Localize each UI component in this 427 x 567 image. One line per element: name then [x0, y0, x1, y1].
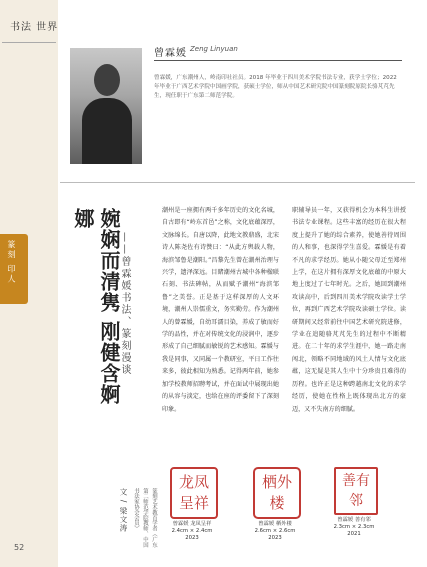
seal-impression-3: 善有邻	[334, 467, 378, 515]
byline-detail: 篆刻艺术教育学者（广东第二师范学院教师、中国书法家协会会员）	[133, 488, 157, 548]
seal-caption-year: 2023	[185, 535, 199, 541]
seal-caption-author: 曾霖媛	[258, 521, 275, 527]
seal-caption-size: 2.3cm × 2.3cm	[333, 524, 375, 530]
logo-rule	[2, 42, 56, 43]
author-bio: 曾霖媛，广东潮州人，岭南印社社员。2018 年毕业于四川美术学院书法专业，获学士学位；2022 年毕业于广西艺术学院中国画学院，获硕士学位，师从中国艺术研究院中国篆刻院原院长骆芃芃先生，现任职于广东第二师范学院。	[154, 75, 397, 99]
author-photo-head	[94, 64, 120, 96]
seal-caption-size: 2.4cm × 2.4cm	[171, 528, 213, 534]
author-photo-body	[82, 98, 132, 164]
seal-caption-3	[319, 517, 389, 538]
author-name-english: Zeng Linyuan	[190, 45, 238, 53]
seal-impression-2: 栖外楼	[253, 467, 301, 519]
seal-caption-author: 曾霖媛	[172, 521, 189, 527]
page-number: 52	[14, 543, 25, 552]
section-label: 篆刻 印人	[7, 240, 16, 285]
seal-caption-size: 2.6cm × 2.6cm	[254, 528, 296, 534]
seal-caption-author: 曾霖媛	[337, 517, 354, 523]
seal-impression-1: 龙凤呈祥	[170, 467, 218, 519]
seal-caption-title: 龙凤呈祥	[190, 521, 212, 527]
author-name: 曾霖媛	[154, 48, 187, 59]
seal-caption-year: 2021	[347, 531, 361, 537]
section-divider	[60, 182, 415, 183]
article-column-1: 潮州是一座拥有两千多年历史的文化名城，自古即有“岭东首邑”之称，文化底蕴深厚，文脉绵长。自唐以降，此地文教鼎盛，北宋诗人陈尧佐有诗赞曰：“从此方舆载人物，海滨邹鲁是潮阳。”昌黎先生曾在潮州治理与兴学，遗泽深远。目睹潮州古城中各种楹联石刻、书法碑帖，从而赋予潮州“海滨邹鲁”之美誉。正是基于这样深厚的人文环境，潮州人崇儒重文，务实勤劳。作为潮州人的曾霖媛，自幼耳濡目染，养成了敏而好学的品性，并在对传统文化的浸润中，逐步形成了自己细腻而敏锐的艺术感知。霖媛与我是同事，又同属一个教研室，平日工作往来多，彼此相知为熟悉。记得两年前，她参加学校教师招聘考试，并在面试中展现出她的从容与淡定，也给在座的评委留下了深刻印象。	[162, 207, 279, 413]
byline: 文 / 梁文涛	[119, 488, 128, 533]
article-column-2: 职辅导员一年，又获得机会为本科生讲授书法专业课程。这些丰富的经历在很大程度上提升了她的综合素养，使她善待周围的人和事，也深得学生喜爱。霖媛是有着不凡的求学经历。她从小随父母迁至郑州上学，在这片拥有深厚文化底蕴的中原大地上度过了七年时光。之后，她回到潮州攻读高中，后到四川美术学院攻读学士学位，再到广西艺术学院攻读硕士学位。读研期间又经常前往中国艺术研究院进修，学业在追随骆芃芃先生的过程中不断精进。在二十年的求学生涯中，她一路走南闯北，领略不同地域的风土人情与文化底蕴，这无疑是其人生中十分珍贵且难得的历程。也许正是这种跨越南北文化的求学经历，使她在性格上既体现出北方的豪迈，又不失南方的细腻。	[292, 207, 406, 413]
seal-caption-year: 2023	[268, 535, 282, 541]
seal-caption-2	[240, 521, 310, 542]
seal-caption-1	[157, 521, 227, 542]
author-rule	[154, 60, 402, 61]
article-subtitle: ——曾霖媛书法、篆刻漫谈	[119, 232, 130, 376]
seal-caption-title: 善有邻	[354, 517, 371, 523]
article-title: 婉娴而清隽 刚健含婀娜	[71, 208, 121, 405]
magazine-logo: 书法 世界	[10, 22, 59, 33]
seal-caption-title: 栖外楼	[275, 521, 292, 527]
